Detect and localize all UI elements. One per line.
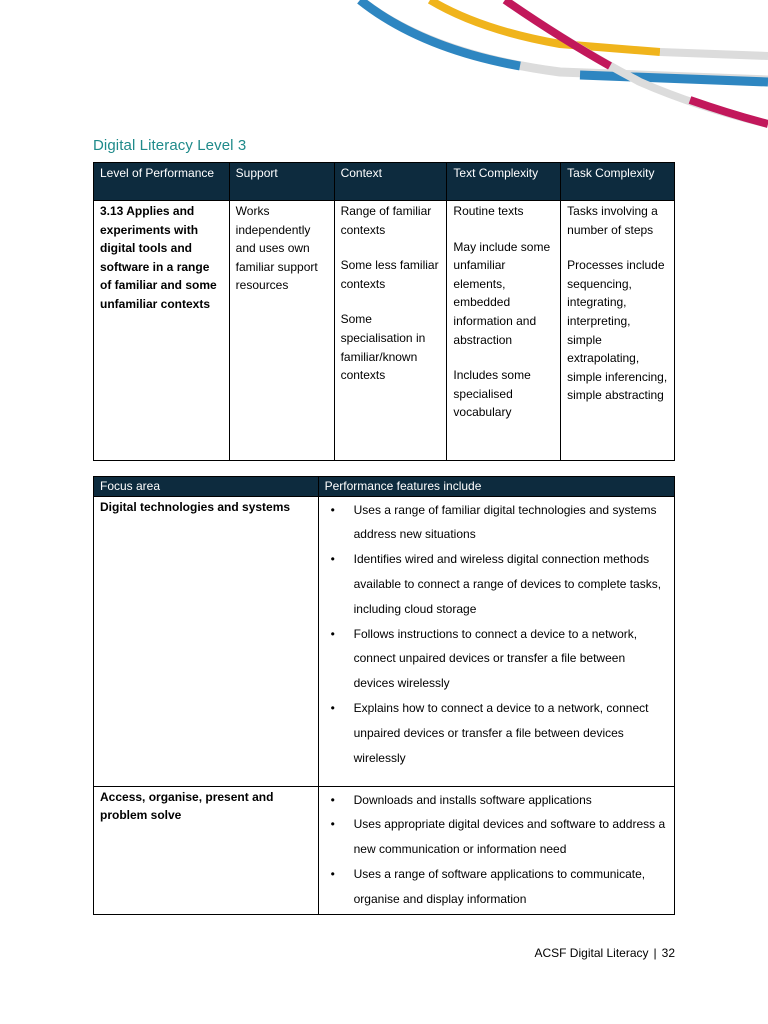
task-complexity-cell xyxy=(561,201,675,461)
list-item xyxy=(325,788,668,813)
bullet-icon: • xyxy=(330,626,335,641)
features-list xyxy=(325,498,668,771)
feature-text: Explains how to connect a device to a network, connect unpaired devices or transfer a file between devices wirelessly xyxy=(353,700,649,765)
header-level: Level of Performance xyxy=(94,163,230,201)
feature-text: Downloads and installs software applications xyxy=(353,792,592,807)
text-complexity-item: Routine texts xyxy=(453,204,524,218)
table-row xyxy=(94,786,675,914)
feature-text: Uses a range of familiar digital technologies and systems address new situations xyxy=(353,502,657,542)
section-heading: Digital Literacy Level 3 xyxy=(93,137,247,154)
features-table-header xyxy=(94,477,675,497)
bullet-icon: • xyxy=(330,502,335,517)
list-item xyxy=(325,696,668,770)
text-complexity-cell xyxy=(447,201,561,461)
text-complexity-item: Includes some specialised vocabulary xyxy=(453,368,531,420)
header-focus-area: Focus area xyxy=(94,477,319,497)
bullet-icon: • xyxy=(330,792,335,807)
feature-text: Uses appropriate digital devices and software to address a new communication or information need xyxy=(353,817,666,857)
header-task-complexity: Task Complexity xyxy=(561,163,675,201)
header-performance-features: Performance features include xyxy=(318,477,674,497)
header-support: Support xyxy=(229,163,334,201)
footer-separator: | xyxy=(653,946,657,960)
context-cell xyxy=(334,201,447,461)
page-footer xyxy=(534,946,675,960)
decorative-curves xyxy=(0,0,768,140)
level-table xyxy=(93,162,675,461)
list-item xyxy=(325,622,668,696)
list-item xyxy=(325,498,668,548)
features-cell xyxy=(318,786,674,914)
level-row xyxy=(94,201,675,461)
list-item xyxy=(325,812,668,862)
focus-area: Access, organise, present and problem solve xyxy=(94,786,319,914)
task-complexity-item: Processes include sequencing, integrating, interpreting, simple extrapolating, simple inferencing, simple abstracting xyxy=(567,258,668,403)
text-complexity-item: May include some unfamiliar elements, embedded information and abstraction xyxy=(453,239,551,347)
feature-text: Uses a range of software applications to communicate, organise and display information xyxy=(353,866,646,906)
level-table-header xyxy=(94,163,675,201)
page-number: 32 xyxy=(661,946,675,960)
bullet-icon: • xyxy=(330,817,335,832)
context-item: Some specialisation in familiar/known contexts xyxy=(340,312,426,383)
features-cell xyxy=(318,496,674,786)
features-table xyxy=(93,476,675,915)
list-item xyxy=(325,862,668,912)
features-list xyxy=(325,788,668,912)
context-item: Range of familiar contexts xyxy=(340,204,432,237)
feature-text: Identifies wired and wireless digital connection methods available to connect a range of devices to complete tasks, including cloud storage xyxy=(353,552,662,616)
bullet-icon: • xyxy=(330,552,335,567)
focus-area: Digital technologies and systems xyxy=(94,496,319,786)
table-row xyxy=(94,496,675,786)
feature-text: Follows instructions to connect a device to a network, connect unpaired devices or transfer a file between devices wirelessly xyxy=(353,626,638,691)
list-item xyxy=(325,547,668,621)
bullet-icon: • xyxy=(330,866,335,881)
bullet-icon: • xyxy=(330,700,335,715)
footer-title: ACSF Digital Literacy xyxy=(534,946,649,960)
context-item: Some less familiar contexts xyxy=(340,258,439,291)
level-description: 3.13 Applies and experiments with digital tools and software in a range of familiar and some unfamiliar contexts xyxy=(94,201,230,461)
task-complexity-item: Tasks involving a number of steps xyxy=(567,204,658,237)
header-context: Context xyxy=(334,163,447,201)
header-text-complexity: Text Complexity xyxy=(447,163,561,201)
support-description: Works independently and uses own familiar support resources xyxy=(229,201,334,461)
